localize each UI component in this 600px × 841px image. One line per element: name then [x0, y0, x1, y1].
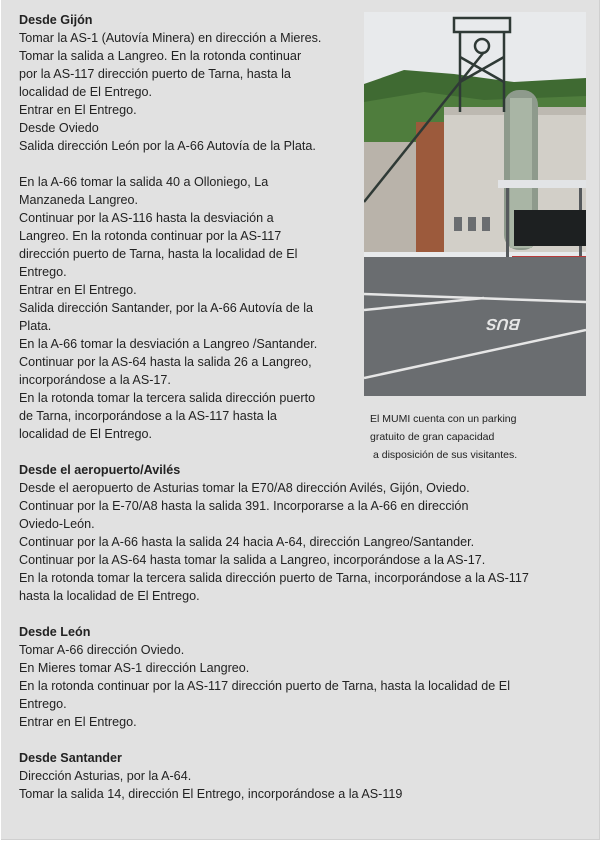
text-line: Entrego.: [19, 697, 67, 711]
text-line: Plata.: [19, 319, 52, 333]
text-line: localidad de El Entrego.: [19, 85, 153, 99]
text-line: Tomar la salida a Langreo. En la rotonda continuar: [19, 49, 302, 63]
route-column-left: [19, 11, 349, 443]
heading-leon: Desde León: [19, 625, 91, 639]
text-line: Oviedo-León.: [19, 517, 95, 531]
subheading-oviedo: Desde Oviedo: [19, 121, 99, 135]
building-brick: [416, 122, 448, 252]
heading-aeropuerto: Desde el aeropuerto/Avilés: [19, 463, 181, 477]
text-line: localidad de El Entrego.: [19, 427, 153, 441]
text-line: por la AS-117 dirección puerto de Tarna, hasta la: [19, 67, 291, 81]
text-line: Desde el aeropuerto de Asturias tomar la E70/A8 dirección Avilés, Gijón, Oviedo.: [19, 481, 470, 495]
caption-line: gratuito de gran capacidad: [370, 431, 495, 443]
text-line: hasta la localidad de El Entrego.: [19, 589, 200, 603]
museum-parking-photo: [364, 12, 586, 396]
text-line: Langreo. En la rotonda continuar por la AS-117: [19, 229, 282, 243]
text-line: Tomar la salida 14, dirección El Entrego, incorporándose a la AS-119: [19, 787, 403, 801]
route-sections-full: [19, 461, 584, 803]
text-line: En la A-66 tomar la salida 40 a Olloniego, La: [19, 175, 269, 189]
text-line: Dirección Asturias, por la A-64.: [19, 769, 192, 783]
text-line: En Mieres tomar AS-1 dirección Langreo.: [19, 661, 250, 675]
heading-santander: Desde Santander: [19, 751, 122, 765]
text-line: Entrar en El Entrego.: [19, 283, 137, 297]
text-line: Continuar por la AS-116 hasta la desviación a: [19, 211, 274, 225]
text-line: En la rotonda tomar la tercera salida dirección puerto de Tarna, incorporándose a la AS-117: [19, 571, 529, 585]
bus-road-marking: BUS: [484, 315, 523, 333]
text-line: Manzaneda Langreo.: [19, 193, 139, 207]
text-line: Continuar por la E-70/A8 hasta la salida 391. Incorporarse a la A-66 en dirección: [19, 499, 469, 513]
text-line: En la A-66 tomar la desviación a Langreo /Santander.: [19, 337, 318, 351]
text-line: Salida dirección León por la A-66 Autovía de la Plata.: [19, 139, 316, 153]
text-line: Entrar en El Entrego.: [19, 715, 137, 729]
text-line: Continuar por la A-66 hasta la salida 24 hacia A-64, dirección Langreo/Santander.: [19, 535, 475, 549]
text-line: incorporándose a la AS-17.: [19, 373, 171, 387]
text-line: de Tarna, incorporándose a la AS-117 hasta la: [19, 409, 277, 423]
text-line: Salida dirección Santander, por la A-66 Autovía de la: [19, 301, 314, 315]
text-line: Tomar A-66 dirección Oviedo.: [19, 643, 185, 657]
caption-line: El MUMI cuenta con un parking: [370, 413, 517, 425]
text-line: Tomar la AS-1 (Autovía Minera) en dirección a Mieres.: [19, 31, 322, 45]
parking-lot: [364, 257, 586, 396]
text-line: Continuar por la AS-64 hasta tomar la salida a Langreo, incorporándose a la AS-17.: [19, 553, 486, 567]
text-line: Entrar en El Entrego.: [19, 103, 137, 117]
text-line: Continuar por la AS-64 hasta la salida 26 a Langreo,: [19, 355, 312, 369]
text-line: En la rotonda continuar por la AS-117 dirección puerto de Tarna, hasta la localidad de El: [19, 679, 511, 693]
caption-line: a disposición de sus visitantes.: [373, 449, 518, 461]
heading-gijon: Desde Gijón: [19, 13, 93, 27]
building-left: [364, 142, 424, 252]
text-line: Entrego.: [19, 265, 67, 279]
text-line: dirección puerto de Tarna, hasta la localidad de El: [19, 247, 298, 261]
photo-caption: [370, 410, 570, 464]
text-line: En la rotonda tomar la tercera salida dirección puerto: [19, 391, 316, 405]
